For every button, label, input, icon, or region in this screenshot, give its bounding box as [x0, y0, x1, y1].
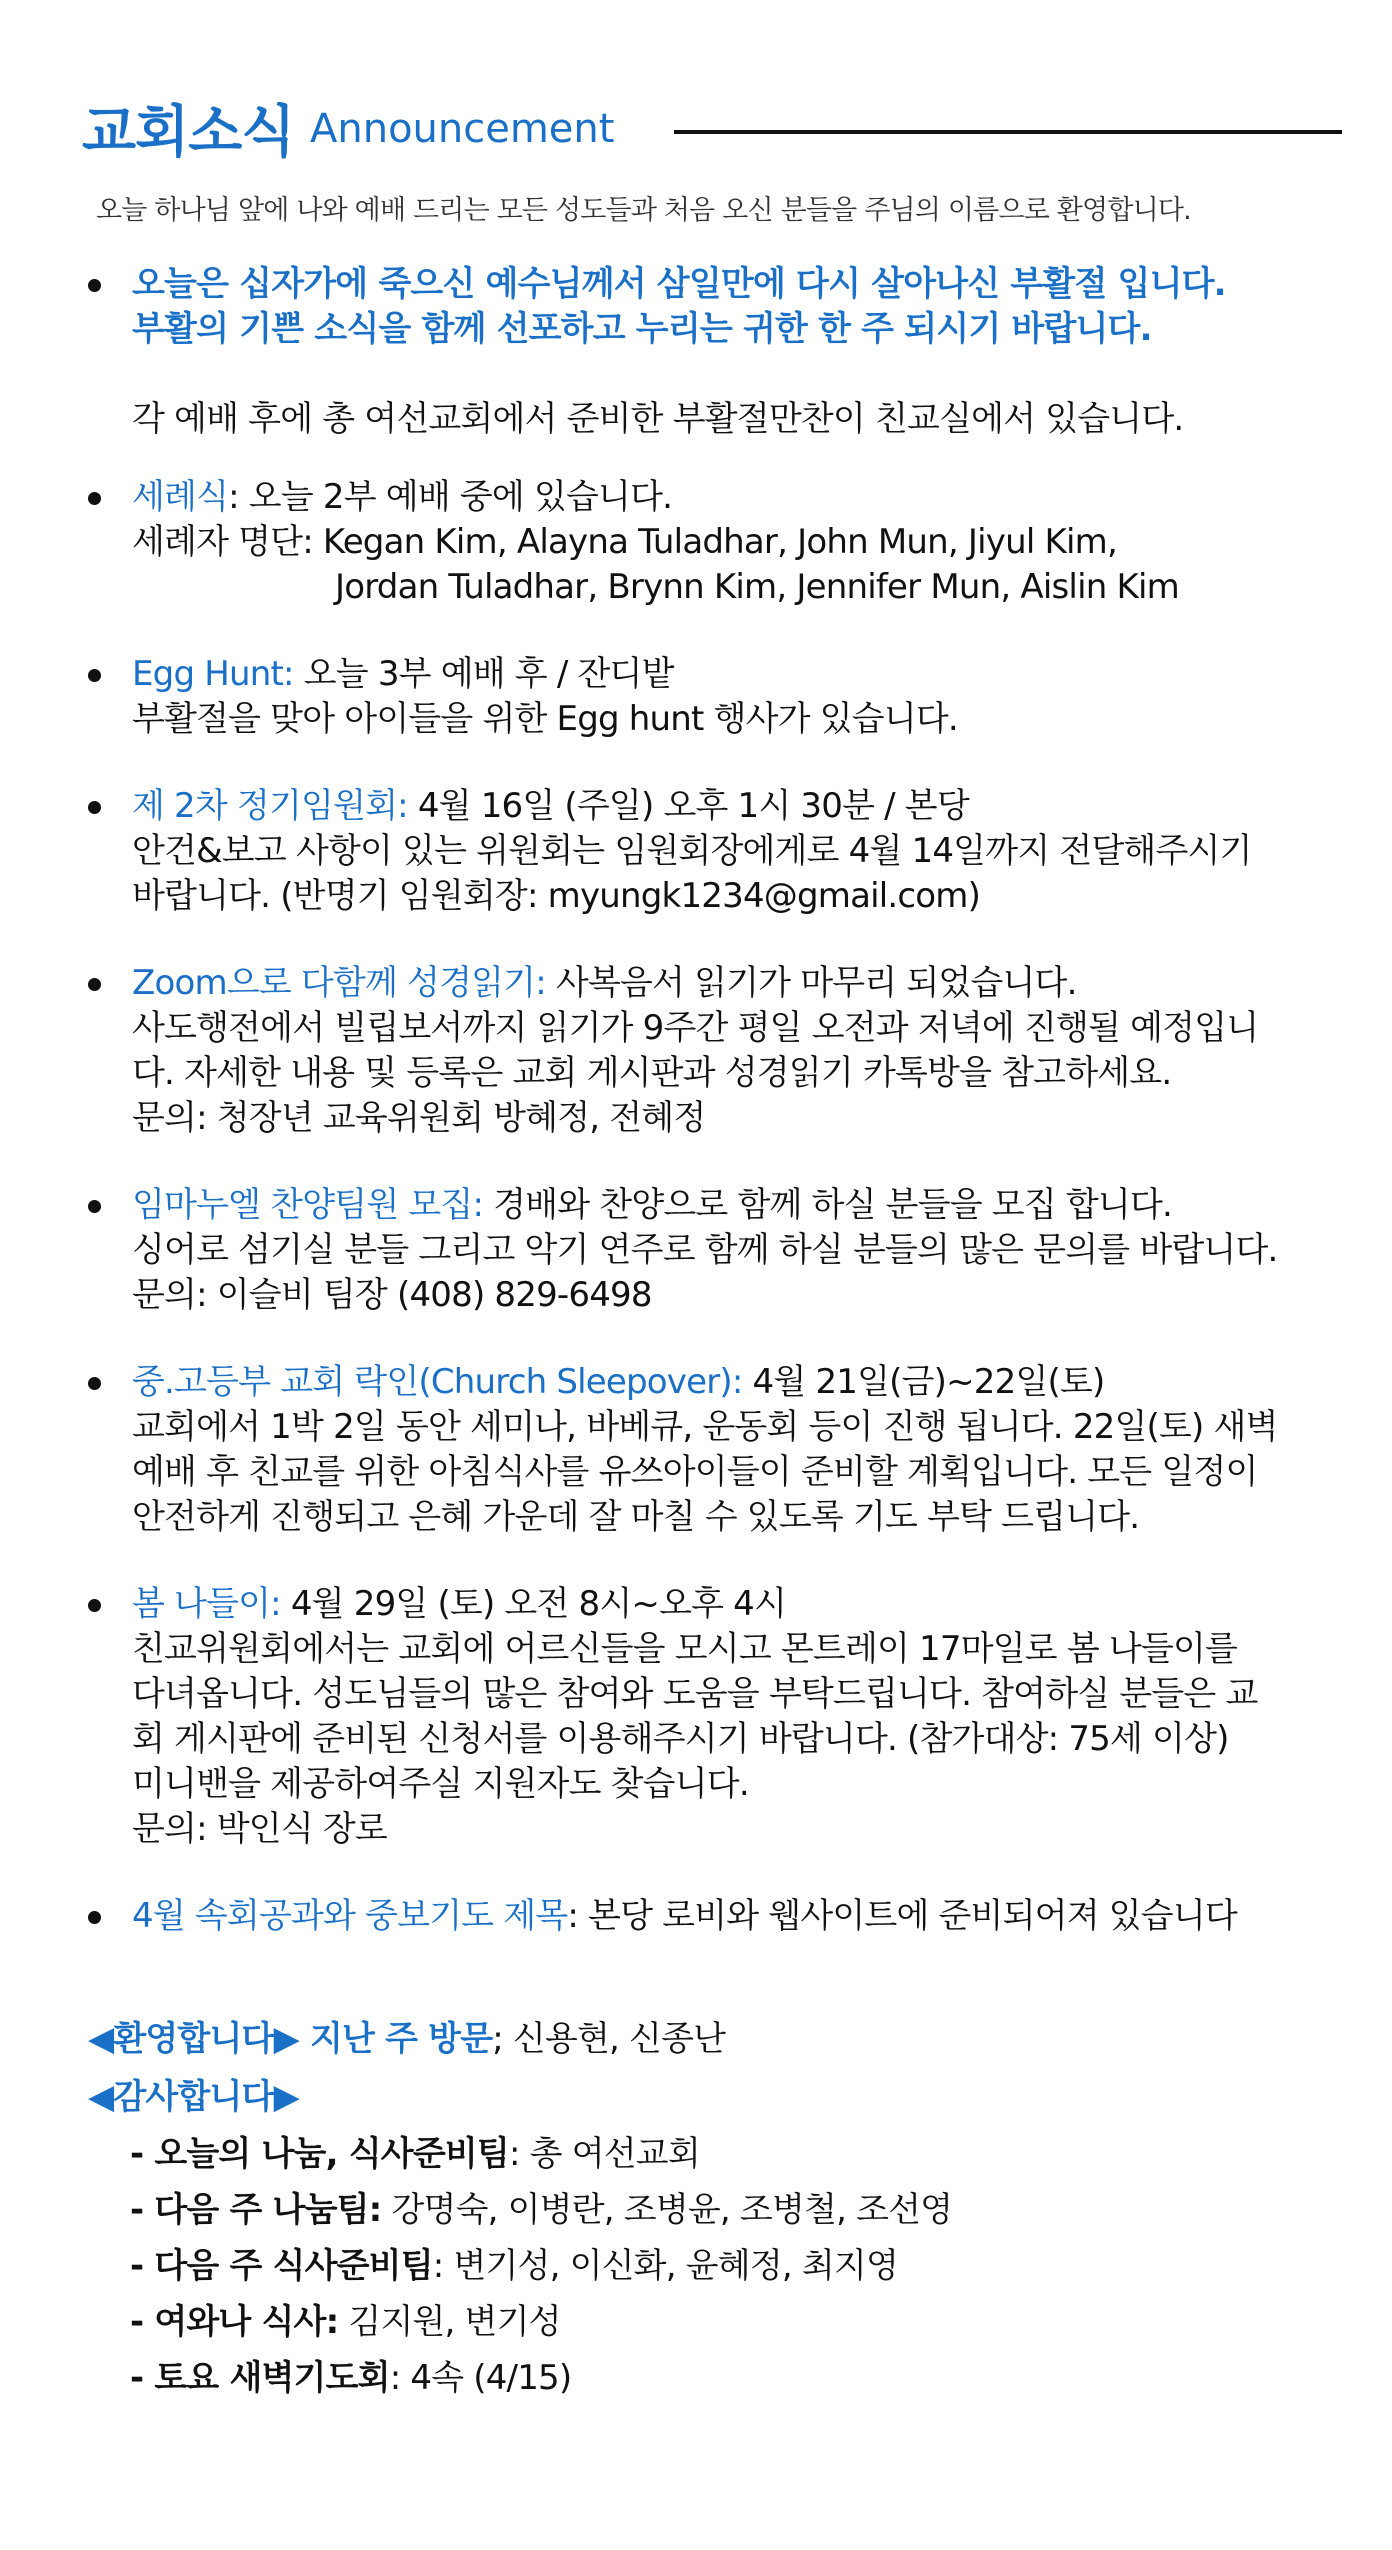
easter-line-1: 오늘은 십자가에 죽으신 예수님께서 삼일만에 다시 살아나신 부활절 입니다. — [132, 264, 1226, 304]
item-detail: 문의: 이슬비 팀장 (408) 829-6498 — [132, 1275, 652, 1315]
item-label: 4월 속회공과와 중보기도 제목 — [132, 1896, 568, 1936]
thanks-item-label: - 다음 주 나눔팀: — [130, 2190, 382, 2230]
item-lead: 4월 21일(금)~22일(토) — [742, 1362, 1105, 1402]
item-detail: 다녀옵니다. 성도님들의 많은 참여와 도움을 부탁드립니다. 참여하실 분들은 교 — [132, 1674, 1258, 1714]
item-label: 봄 나들이: — [132, 1584, 281, 1624]
item-label: 중.고등부 교회 락인(Church Sleepover): — [132, 1362, 743, 1402]
item-lead: 오늘 3부 예배 후 / 잔디밭 — [293, 654, 674, 694]
item-detail: 교회에서 1박 2일 동안 세미나, 바베큐, 운동회 등이 진행 됩니다. 22일(토) 새벽 — [132, 1407, 1278, 1447]
item-detail: 다. 자세한 내용 및 등록은 교회 게시판과 성경읽기 카톡방을 참고하세요. — [132, 1053, 1172, 1093]
thanks-item — [88, 2126, 1348, 2182]
item-detail: 문의: 박인식 장로 — [132, 1809, 387, 1849]
thanks-item-value: 김지원, 변기성 — [338, 2302, 561, 2342]
thanks-item — [88, 2350, 1348, 2406]
item-lead: : 오늘 2부 예배 중에 있습니다. — [228, 477, 673, 517]
footer-section — [88, 2010, 1348, 2406]
thanks-item-label: - 다음 주 식사준비팀 — [130, 2246, 433, 2286]
thanks-row — [88, 2068, 1348, 2126]
thanks-item — [88, 2182, 1348, 2238]
item-detail: 안전하게 진행되고 은혜 가운데 잘 마칠 수 있도록 기도 부탁 드립니다. — [132, 1497, 1140, 1537]
item-label: Egg Hunt: — [132, 654, 294, 694]
thanks-item-label: - 오늘의 나눔, 식사준비팀 — [130, 2134, 509, 2174]
list-item-class-materials — [82, 1894, 1352, 1939]
header — [82, 88, 1342, 168]
list-item-egg-hunt — [82, 652, 1352, 742]
list-item-baptism — [82, 475, 1352, 610]
title-english: Announcement — [310, 106, 615, 152]
item-detail: 바랍니다. (반명기 임원회장: myungk1234@gmail.com) — [132, 876, 981, 916]
item-detail: 사도행전에서 빌립보서까지 읽기가 9주간 평일 오전과 저녁에 진행될 예정입니 — [132, 1008, 1259, 1048]
list-item-easter — [82, 262, 1352, 442]
thanks-label: ◀감사합니다▶ — [88, 2077, 299, 2117]
item-detail: 친교위원회에서는 교회에 어르신들을 모시고 몬트레이 17마일로 봄 나들이를 — [132, 1629, 1238, 1669]
welcome-message: 오늘 하나님 앞에 나와 예배 드리는 모든 성도들과 처음 오신 분들을 주님의 이름으로 환영합니다. — [96, 195, 1191, 226]
item-detail: 싱어로 섬기실 분들 그리고 악기 연주로 함께 하실 분들의 많은 문의를 바랍니다. — [132, 1230, 1278, 1270]
thanks-item — [88, 2294, 1348, 2350]
item-label: Zoom으로 다함께 성경읽기: — [132, 963, 546, 1003]
item-lead: 4월 16일 (주일) 오후 1시 30분 / 본당 — [407, 786, 969, 826]
thanks-item-value: : 변기성, 이신화, 윤혜정, 최지영 — [432, 2246, 899, 2286]
list-item-sleepover — [82, 1360, 1352, 1540]
announcement-list — [82, 262, 1352, 1939]
thanks-item-value: : 4속 (4/15) — [389, 2358, 572, 2398]
list-item-praise-team — [82, 1183, 1352, 1318]
title-korean: 교회소식 — [82, 100, 295, 165]
item-lead: : 본당 로비와 웹사이트에 준비되어져 있습니다 — [567, 1896, 1237, 1936]
item-detail: 부활절을 맞아 아이들을 위한 Egg hunt 행사가 있습니다. — [132, 699, 958, 739]
item-detail: 문의: 청장년 교육위원회 방혜정, 전혜정 — [132, 1098, 706, 1138]
item-detail: 안건&보고 사항이 있는 위원회는 임원회장에게로 4월 14일까지 전달해주시기 — [132, 831, 1252, 871]
visitors-row — [88, 2010, 1348, 2068]
list-item-board-meeting — [82, 784, 1352, 919]
item-label: 임마누엘 찬양팀원 모집: — [132, 1185, 484, 1225]
item-lead: 경배와 찬양으로 함께 하실 분들을 모집 합니다. — [483, 1185, 1173, 1225]
item-detail: 미니밴을 제공하여주실 지원자도 찾습니다. — [132, 1764, 749, 1804]
item-detail: 예배 후 친교를 위한 아침식사를 유쓰아이들이 준비할 계획입니다. 모든 일정이 — [132, 1452, 1258, 1492]
item-detail: 회 게시판에 준비된 신청서를 이용해주시기 바랍니다. (참가대상: 75세 이상) — [132, 1719, 1229, 1759]
item-label: 세례식 — [132, 477, 229, 517]
easter-dinner-note: 각 예배 후에 총 여선교회에서 준비한 부활절만찬이 친교실에서 있습니다. — [132, 399, 1184, 439]
thanks-item-label: - 여와나 식사: — [130, 2302, 339, 2342]
baptism-names-1: 세례자 명단: Kegan Kim, Alayna Tuladhar, John Mun, Jiyul Kim, — [132, 522, 1117, 562]
title-divider — [674, 130, 1342, 134]
baptism-names-2: Jordan Tuladhar, Brynn Kim, Jennifer Mun, Aislin Kim — [335, 567, 1179, 607]
item-lead: 4월 29일 (토) 오전 8시~오후 4시 — [280, 1584, 787, 1624]
list-item-zoom-bible — [82, 961, 1352, 1141]
thanks-item-label: - 토요 새벽기도회 — [130, 2358, 390, 2398]
thanks-item-value: 강명숙, 이병란, 조병윤, 조병철, 조선영 — [381, 2190, 953, 2230]
list-item-spring-outing — [82, 1582, 1352, 1852]
visitor-names: ; 신용현, 신종난 — [492, 2019, 726, 2059]
thanks-item — [88, 2238, 1348, 2294]
item-lead: 사복음서 읽기가 마무리 되었습니다. — [545, 963, 1077, 1003]
item-label: 제 2차 정기임원회: — [132, 786, 408, 826]
welcome-label: ◀환영합니다▶ 지난 주 방문 — [88, 2019, 493, 2059]
thanks-item-value: : 총 여선교회 — [508, 2134, 700, 2174]
easter-line-2: 부활의 기쁜 소식을 함께 선포하고 누리는 귀한 한 주 되시기 바랍니다. — [132, 309, 1152, 349]
